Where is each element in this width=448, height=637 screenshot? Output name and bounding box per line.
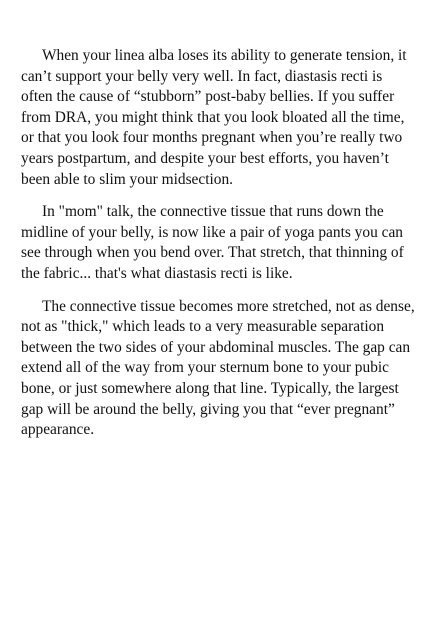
document-page (21, 46, 417, 453)
paragraph-linea-alba: When your linea alba loses its ability to generate tension, it can’t support your belly very well. In fact, diastasis recti is often the cause of “stubborn” post-baby bellies. If you suffer from DRA, you might think that you look bloated all the time, or that you look four months pregnant when you’re really two years postpartum, and despite your best efforts, you haven’t been able to slim your midsection. (21, 47, 407, 188)
paragraph-connective-tissue: The connective tissue becomes more stretched, not as dense, not as "thick," which leads to a very measurable separation between the two sides of your abdominal muscles. The gap can extend all of the way from your sternum bone to your pubic bone, or just somewhere along that line. Typically, the largest gap will be around the belly, giving you that “ever pregnant” appearance. (21, 297, 415, 439)
paragraph-mom-talk: In "mom" talk, the connective tissue that runs down the midline of your belly, is now like a pair of yoga pants you can see through when you bend over. That stretch, that thinning of the fabric... that's what diastasis recti is like. (21, 203, 404, 282)
